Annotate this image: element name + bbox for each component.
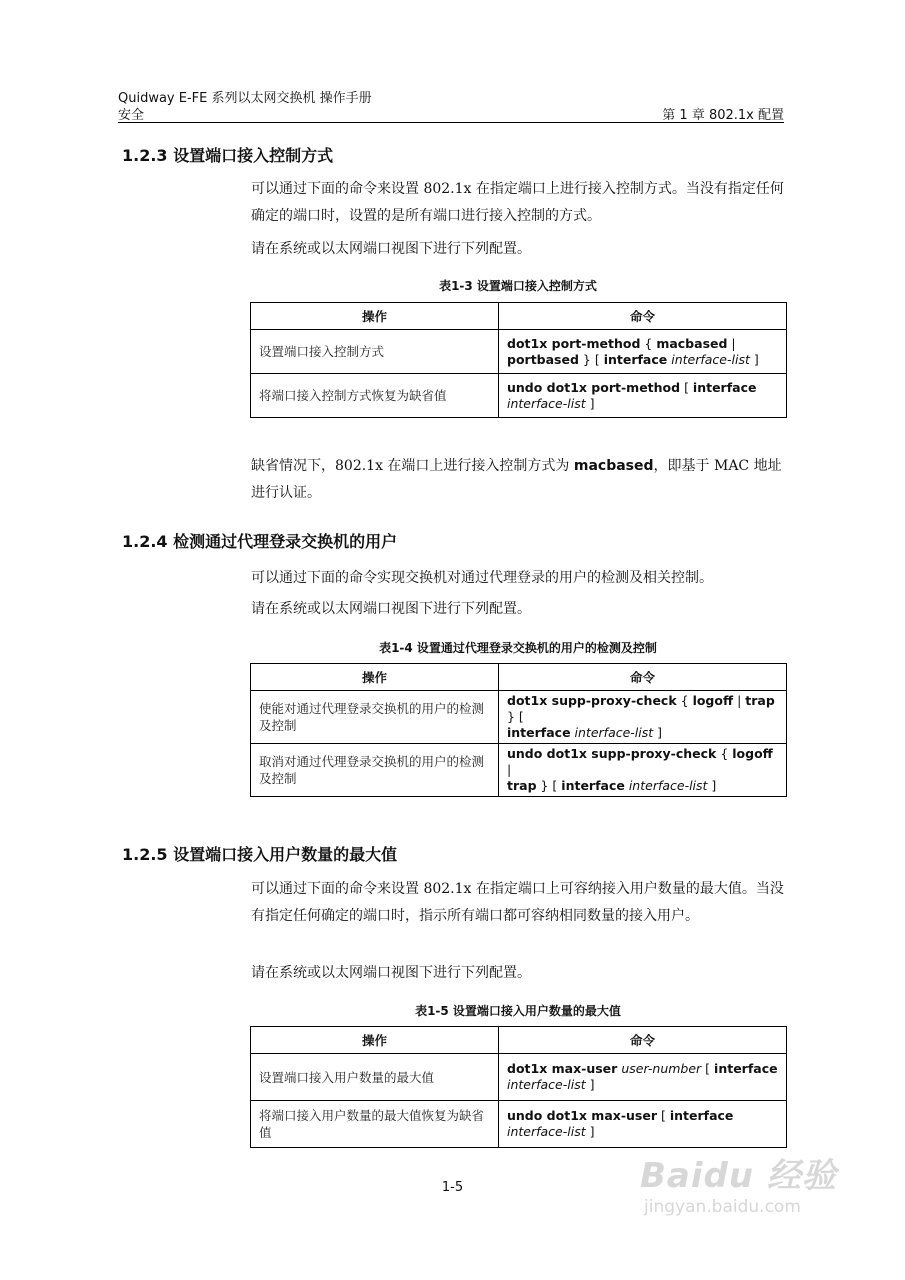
- table-caption-1-3: 表1-3 设置端口接入控制方式: [439, 279, 597, 293]
- command-cell: undo dot1x port-method [ interface interface-list ]: [499, 374, 787, 418]
- header-rule: [118, 122, 784, 123]
- paragraph-intro-1-2-3: 可以通过下面的命令来设置 802.1x 在指定端口上进行接入控制方式。当没有指定任何确定的端口时，设置的是所有端口进行接入控制的方式。: [251, 181, 784, 224]
- section-heading-1-2-4: 1.2.4 检测通过代理登录交换机的用户: [122, 532, 398, 551]
- table-row: [251, 1101, 787, 1148]
- chapter-title: 第 1 章 802.1x 配置: [662, 108, 784, 123]
- table-header-row: [251, 303, 787, 330]
- table-caption-1-4: 表1-4 设置通过代理登录交换机的用户的检测及控制: [379, 641, 657, 655]
- command-cell: undo dot1x max-user [ interface interface-list ]: [499, 1101, 787, 1148]
- col-header-operation: 操作: [251, 664, 499, 691]
- baidu-logo-text: Baidu 经验: [640, 1156, 837, 1196]
- section-heading-1-2-3: 1.2.3 设置端口接入控制方式: [122, 146, 334, 165]
- col-header-command: 命令: [499, 303, 787, 330]
- paragraph-intro-1-2-5: 可以通过下面的命令来设置 802.1x 在指定端口上可容纳接入用户数量的最大值。当没有指定任何确定的端口时，指示所有端口都可容纳相同数量的接入用户。: [251, 881, 784, 924]
- paragraph-intro-1-2-4: 可以通过下面的命令实现交换机对通过代理登录的用户的检测及相关控制。: [251, 570, 713, 586]
- paragraph-default-method: 缺省情况下，802.1x 在端口上进行接入控制方式为 macbased，即基于 MAC 地址进行认证。: [251, 458, 782, 501]
- section-heading-1-2-5: 1.2.5 设置端口接入用户数量的最大值: [122, 845, 398, 864]
- paragraph-config-view-1-2-3: 请在系统或以太网端口视图下进行下列配置。: [251, 241, 531, 257]
- watermark-url: jingyan.baidu.com: [644, 1197, 801, 1217]
- table-1-3: [250, 302, 787, 418]
- command-cell: dot1x supp-proxy-check { logoff | trap } [ interface interface-list ]: [499, 691, 787, 744]
- col-header-command: 命令: [499, 664, 787, 691]
- table-row: [251, 691, 787, 744]
- table-row: [251, 330, 787, 374]
- operation-cell: 使能对通过代理登录交换机的用户的检测及控制: [251, 691, 499, 744]
- command-cell: undo dot1x supp-proxy-check { logoff | trap } [ interface interface-list ]: [499, 744, 787, 797]
- header-row: [118, 104, 784, 123]
- col-header-operation: 操作: [251, 303, 499, 330]
- operation-cell: 设置端口接入用户数量的最大值: [251, 1054, 499, 1101]
- table-header-row: [251, 664, 787, 691]
- paragraph-config-view-1-2-5: 请在系统或以太网端口视图下进行下列配置。: [251, 965, 531, 981]
- command-cell: dot1x port-method { macbased | portbased } [ interface interface-list ]: [499, 330, 787, 374]
- operation-cell: 设置端口接入控制方式: [251, 330, 499, 374]
- table-row: [251, 374, 787, 418]
- paragraph-config-view-1-2-4: 请在系统或以太网端口视图下进行下列配置。: [251, 601, 531, 617]
- table-row: [251, 1054, 787, 1101]
- command-cell: dot1x max-user user-number [ interface interface-list ]: [499, 1054, 787, 1101]
- operation-cell: 将端口接入用户数量的最大值恢复为缺省值: [251, 1101, 499, 1148]
- table-1-4: [250, 663, 787, 797]
- part-name: 安全: [118, 108, 145, 123]
- table-1-5: [250, 1026, 787, 1148]
- col-header-operation: 操作: [251, 1027, 499, 1054]
- table-row: [251, 744, 787, 797]
- operation-cell: 将端口接入控制方式恢复为缺省值: [251, 374, 499, 418]
- page-number: 1-5: [441, 1180, 464, 1195]
- col-header-command: 命令: [499, 1027, 787, 1054]
- table-header-row: [251, 1027, 787, 1054]
- operation-cell: 取消对通过代理登录交换机的用户的检测及控制: [251, 744, 499, 797]
- doc-title: Quidway E-FE 系列以太网交换机 操作手册: [118, 91, 372, 106]
- table-caption-1-5: 表1-5 设置端口接入用户数量的最大值: [415, 1004, 621, 1018]
